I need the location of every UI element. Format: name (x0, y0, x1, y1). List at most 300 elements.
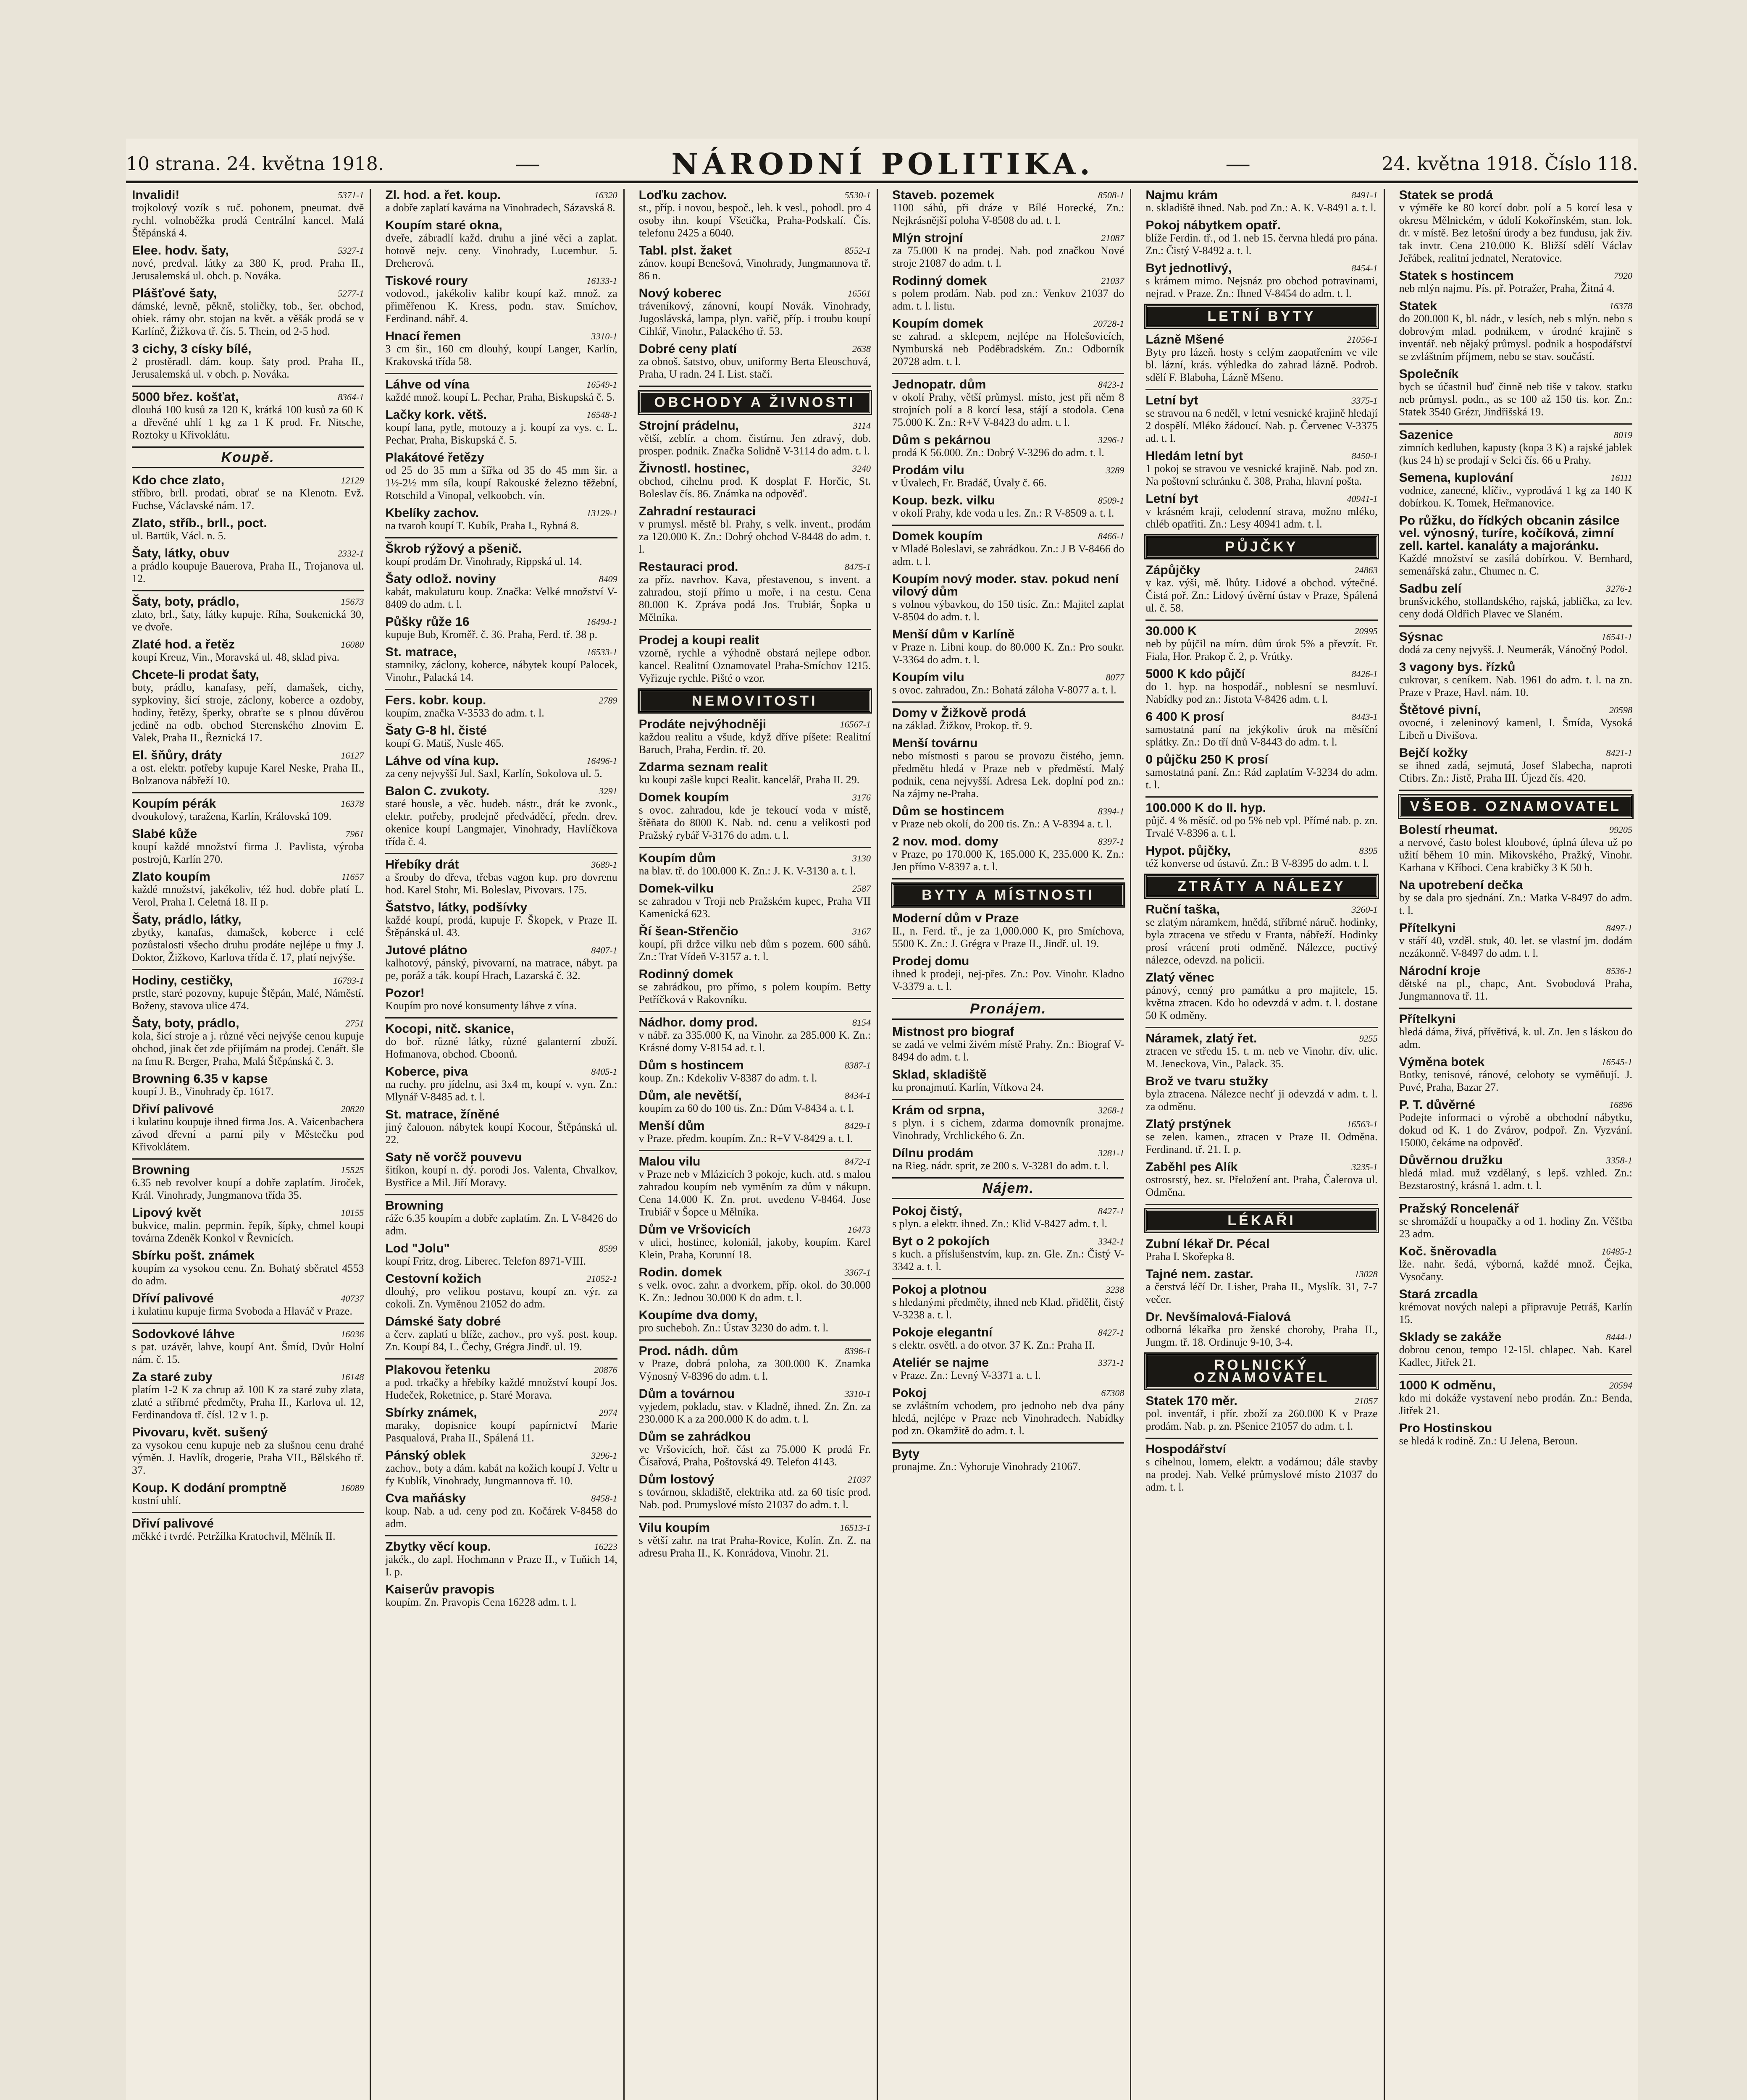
ad-text: s elektr. osvětl. a do otvor. 37 K. Zn.: Praha II. (892, 1339, 1095, 1351)
ad-ref-number: 5530-1 (844, 190, 871, 200)
ad-headline: Tabl. plst. žaket (638, 244, 732, 257)
classified-ad (1145, 1075, 1377, 1113)
ad-headline: Malou vilu (638, 1155, 701, 1168)
classified-ad (385, 543, 617, 568)
header-left: 10 strana. 24. května 1918. (126, 153, 384, 175)
ad-ref-number: 8405-1 (591, 1066, 617, 1077)
ad-text: 1 pokoj se stravou ve vesnické krajině. Nab. pod zn. Na poštovní schránku č. 308, Praha, hlavní pošta. (1145, 462, 1378, 487)
classified-ad (639, 1473, 871, 1511)
ad-headline: Restauraci prod. (638, 560, 738, 574)
ad-ref-number: 8509-1 (1098, 495, 1124, 506)
classified-ad (132, 828, 364, 866)
ad-ref-number: 21037 (1101, 276, 1124, 286)
ad-text: nebo místnosti s parou se provozu čistého, jemn. předmětu hledá v Praze neb v předměstí. Malý podnik, cena nejvyšší. Adresa Lek. doplní pod zn.: Na zájmy ne-Praha. (892, 750, 1124, 800)
classified-ad (639, 244, 871, 282)
ad-headline: Menší dům (638, 1119, 705, 1133)
ad-text: samostatná paní na jekýkoliv úrok na měsíční splátky. Zn.: Do tří dnů V-8443 do adm. t. l. (1145, 723, 1378, 748)
classified-ad (639, 1388, 871, 1425)
ad-headline: Slabé kůže (132, 827, 197, 841)
ad-text: jakék., do zapl. Hochmann v Praze II., v Tuňich 14, I. p. (385, 1553, 617, 1578)
ad-text: se ihned zadá, sejmutá, Josef Slabecha, naproti Ctibrs. Zn.: Jistě, Praha III. Újezd čís. 420. (1399, 759, 1632, 784)
classified-ad (132, 669, 364, 744)
ad-headline: Národní kroje (1399, 964, 1481, 978)
ad-ref-number: 8395 (1359, 845, 1378, 856)
column-rule (385, 537, 617, 538)
ad-headline: Browning 6.35 v kapse (132, 1072, 268, 1086)
classified-ad (385, 1492, 617, 1530)
ad-text: do boř. různé látky, různé galanterní zboží. Hofmanova, obchod. Cboonů. (385, 1035, 617, 1060)
ad-text: ku koupi zašle kupci Realit. kancelář, Praha II. 29. (638, 774, 860, 786)
classified-ad (1399, 583, 1632, 620)
ad-ref-number: 8472-1 (844, 1156, 871, 1167)
ad-ref-number: 3291 (599, 786, 617, 796)
classified-ad (639, 343, 871, 381)
classified-ad (1399, 879, 1632, 917)
column-rule (892, 878, 1124, 879)
ad-text: pánový, cenný pro památku a pro majitele, 15. května ztracen. Kdo ho odevzdá v adm. t. l. dostane 50 K odměny. (1145, 984, 1378, 1021)
ad-ref-number: 8599 (599, 1243, 617, 1254)
ad-headline: Dům lostový (638, 1473, 715, 1486)
classified-ad (385, 1066, 617, 1103)
ad-headline: Na upotrebení dečka (1399, 878, 1523, 892)
ad-text: ztracen ve středu 15. t. m. neb ve Vinohr. dív. ulic. M. Jeneckova, Vin., Palack. 35. (1145, 1045, 1378, 1070)
classified-ad (1145, 262, 1377, 300)
ad-text: v krásném kraji, celodenní strava, možno mléko, chléb opatřiti. Zn.: Lesy 40941 adm. t. l. (1145, 505, 1378, 530)
classified-ad (385, 724, 617, 750)
classified-ad (1399, 1056, 1632, 1094)
ad-headline: Cestovní kožich (385, 1272, 481, 1286)
ad-text: za obnoš. šatstvo, obuv, uniformy Berta Eleoschová, Praha, U radn. 24 I. List. stačí. (638, 355, 871, 380)
ad-text: Botky, tenisové, ránové, celoboty se vyměňují. J. Puvé, Praha, Bazar 27. (1399, 1068, 1632, 1093)
ad-headline: Plášťové šaty, (132, 286, 217, 300)
ad-text: obchod, cihelnu prod. K dosplat F. Horčic, St. Boleslav čís. 86. Známka na odpověď. (638, 475, 871, 500)
ad-headline: Lipový květ (132, 1206, 202, 1220)
ad-ref-number: 16473 (847, 1224, 871, 1235)
ad-ref-number: 3238 (1106, 1284, 1124, 1295)
ad-headline: Zl. hod. a řet. koup. (385, 189, 501, 202)
column-rule (1399, 423, 1632, 425)
ad-text: s kuch. a příslušenstvím, kup. zn. Gle. Zn.: Čistý V-3342 a. t. l. (892, 1248, 1124, 1273)
ad-ref-number: 8458-1 (591, 1493, 617, 1504)
ad-headline: Koup. K dodání promptně (132, 1481, 287, 1495)
ad-text: by se dala pro sjednání. Zn.: Matka V-8497 do adm. t. l. (1399, 892, 1632, 916)
ad-ref-number: 21087 (1101, 233, 1124, 243)
ad-headline: Kocopi, nitč. skanice, (385, 1022, 515, 1036)
ad-headline: St. matrace, (385, 645, 457, 659)
ad-ref-number: 3260-1 (1351, 904, 1378, 915)
ad-ref-number: 8450-1 (1351, 451, 1378, 461)
ad-ref-number: 99205 (1609, 824, 1632, 835)
ad-ref-number: 16036 (341, 1329, 364, 1339)
ad-ref-number: 8423-1 (1098, 379, 1124, 390)
ad-text: s plyn. a elektr. ihned. Zn.: Klid V-8427 adm. t. l. (892, 1218, 1107, 1230)
column-rule (892, 1278, 1124, 1279)
classified-ad (1399, 1379, 1632, 1417)
classified-ad (1145, 493, 1377, 530)
ad-headline: Živnostl. hostinec, (638, 462, 750, 475)
ad-ref-number: 3268-1 (1098, 1105, 1124, 1116)
ad-text: šitíkon, koupí n. dý. porodi Jos. Valenta, Chvalkov, Bystřice a Mil. Jiří Moravy. (385, 1164, 617, 1189)
classified-ad (385, 944, 617, 982)
column-rule (132, 1323, 364, 1324)
classified-ad (892, 737, 1124, 800)
ad-ref-number: 16378 (1609, 301, 1632, 311)
classified-ad (132, 547, 364, 585)
ad-ref-number: 16378 (341, 798, 364, 809)
ad-headline: Invalidi! (132, 189, 180, 202)
column-rule (1399, 1197, 1632, 1198)
ad-ref-number: 2587 (852, 883, 871, 894)
ad-text: každé množství, jakékoliv, též hod. dobře platí L. Verol, Praha I. Celetná 18. II p. (132, 883, 364, 908)
ad-text: a prádlo koupuje Bauerova, Praha II., Trojanova ul. 12. (132, 560, 364, 585)
classified-ad (385, 901, 617, 939)
classified-ad (892, 707, 1124, 732)
ad-text: se stravou na 6 neděl, v letní vesnické krajině hledají 2 dospělí. Mléko žádoucí. Nab. p. Červenec V-3375 ad. t. l. (1145, 407, 1378, 444)
classified-ad (132, 1371, 364, 1421)
ad-headline: Staveb. pozemek (892, 189, 995, 202)
column-rule (385, 1358, 617, 1360)
ad-text: s hledanými předměty, ihned neb Klad. přidělit, čistý V-3238 a. t. l. (892, 1296, 1124, 1321)
ad-ref-number: 8443-1 (1351, 711, 1378, 722)
classified-ad (1399, 270, 1632, 295)
classified-ad (1399, 368, 1632, 418)
ad-headline: Zlatý věnec (1145, 971, 1214, 984)
ad-headline: Balon C. zvukoty. (385, 784, 490, 798)
ad-ref-number: 8154 (852, 1017, 871, 1028)
ad-ref-number: 3289 (1106, 465, 1124, 475)
ad-text: Byty pro lázeň. hosty s celým zaopatřením ve vile bl. lázní, krás. výhledka do zahrad lázně. Podrob. sdělí F. Blaboha, Lázně Mšeno. (1145, 346, 1378, 383)
ad-headline: 3 vagony bys. řízků (1399, 660, 1516, 674)
classified-ad (385, 1541, 617, 1578)
classified-ad (892, 1026, 1124, 1063)
classified-ad (1145, 1311, 1377, 1349)
ad-headline: Pozor! (385, 986, 425, 1000)
ad-text: II., n. Ferd. tř., je za 1,000.000 K, pro Smíchova, 5500 K. Zn.: J. Grégra v Praze II., Jindř. ul. 19. (892, 925, 1124, 950)
classified-ad (132, 1164, 364, 1202)
ad-headline: Pokoj čistý, (892, 1204, 962, 1218)
ad-headline: Pražský Roncelenář (1399, 1202, 1519, 1215)
ad-headline: Prodáte nejvýhodněji (638, 717, 767, 731)
section-pronajem: Pronájem. (892, 998, 1124, 1020)
ad-headline: Láhve od vína (385, 378, 470, 391)
ad-ref-number: 15525 (341, 1165, 364, 1175)
ad-ref-number: 3296-1 (1098, 435, 1124, 445)
classified-ad (385, 987, 617, 1012)
section-oznamovatel: VŠEOB. OZNAMOVATEL (1399, 795, 1632, 818)
ad-headline: Za staré zuby (132, 1370, 213, 1384)
column-rule (132, 969, 364, 970)
ad-text: v Praze, dobrá poloha, za 300.000 K. Znamka Výnosný V-8396 do adm. t. l. (638, 1357, 871, 1382)
classified-ad (385, 219, 617, 270)
ad-headline: Zbytky věcí koup. (385, 1540, 491, 1554)
classified-ad (1399, 747, 1632, 785)
ad-text: v nábř. za 335.000 K, na Vinohr. za 285.000 K. Zn.: Krásné domy V-8154 ad. t. l. (638, 1029, 871, 1054)
ad-headline: Browning (385, 1199, 444, 1213)
ad-headline: Prodám vilu (892, 463, 964, 477)
classified-ad (892, 1326, 1124, 1352)
ad-ref-number: 20820 (341, 1104, 364, 1114)
ad-ref-number: 8364-1 (338, 392, 364, 402)
ad-text: v Praze n. Libni koup. do 80.000 K. Zn.: Pro soukr. V-3364 do adm. t. l. (892, 641, 1124, 666)
classified-ad (892, 1068, 1124, 1094)
ad-ref-number: 3342-1 (1098, 1236, 1124, 1247)
ad-text: zbytky, kanafas, damašek, koberce i celé pozůstalosti všecho druhu prodáte nejlépe u fmy J. Doktor, Žižkovo, Karlova třída č. 17, platí nejvýše. (132, 926, 364, 963)
ad-ref-number: 3689-1 (591, 859, 617, 870)
classified-ad (639, 925, 871, 963)
column-rule (1145, 796, 1377, 798)
ad-text: dámské, levně, pěkně, stoličky, tob., šer. obchod, obiek. rámy obr. stojan na květ. a věšák prodá se v Karlíně, Žižkova tř. čís. 5. Thein, od 2-5 hod. (132, 300, 364, 337)
column-rule (892, 701, 1124, 703)
ad-text: ul. Bartük, Václ. n. 5. (132, 530, 226, 542)
ad-ref-number: 21056-1 (1347, 334, 1378, 345)
ad-text: dodá za ceny nejvyšš. J. Neumerák, Vánočný Podol. (1399, 643, 1628, 656)
ad-text: trojkolový vozík s ruč. pohonem, pneumat. dvě rychl. volnoběžka prodá Centrální kancel. Malá Štěpánská 4. (132, 202, 364, 239)
ad-text: se zadá ve velmi živém místě Prahy. Zn.: Biograf V-8494 do adm. t. l. (892, 1038, 1124, 1063)
classified-ad (639, 1059, 871, 1084)
ad-text: a nervové, často bolest kloubové, úplná úleva už po užití během 10 min. Mikovského, Pražký, Vinohr. Karhana v Kříboci. Cena krabičky 3 K 50 h. (1399, 836, 1632, 874)
ad-headline: Plakovou řetenku (385, 1363, 491, 1377)
ad-headline: Dům ve Vršovicích (638, 1223, 751, 1236)
ad-text: koupí, při držce vilku neb dům s pozem. 600 sáhů. Zn.: Trat Vídeň V-3157 a. t. l. (638, 938, 871, 963)
classified-ad (639, 882, 871, 920)
ad-ref-number: 3235-1 (1351, 1162, 1378, 1172)
classified-ad (1399, 631, 1632, 656)
ad-ref-number: 8409 (599, 574, 617, 584)
classified-ad (1145, 564, 1377, 614)
ad-headline: Sazenice (1399, 428, 1453, 442)
ad-headline: Domy v Žižkově prodá (892, 706, 1026, 720)
classified-ad (132, 596, 364, 633)
ad-headline: Jutové plátno (385, 943, 468, 957)
ad-headline: Moderní dům v Praze (892, 911, 1019, 925)
ad-text: cukrovar, s ceníkem. Nab. 1961 do adm. t. l. na zn. Praze v Praze, Havl. nám. 10. (1399, 674, 1632, 698)
classified-ad (1145, 219, 1377, 257)
ad-ref-number: 40737 (341, 1293, 364, 1304)
ad-ref-number: 7920 (1613, 270, 1632, 281)
ad-ref-number: 3310-1 (591, 331, 617, 341)
ad-headline: 30.000 K (1145, 624, 1197, 638)
classified-ad (892, 464, 1124, 489)
ad-text: zimních kedluben, kapusty (kopa 3 K) a rajské jablek (kus 24 h) se prodají v Selci čís. 66 u Prahy. (1399, 441, 1632, 466)
ad-headline: Sbírku pošt. známek (132, 1249, 255, 1263)
column-rule (132, 1512, 364, 1513)
column-rule (132, 792, 364, 793)
ad-text: ku pronajmutí. Karlín, Vítkova 24. (892, 1081, 1044, 1093)
ad-ref-number: 9255 (1359, 1033, 1378, 1044)
classified-ad (132, 914, 364, 964)
ad-text: byla ztracena. Nálezce nechť ji odevzdá v adm. t. l. za odměnu. (1145, 1088, 1378, 1113)
ad-ref-number: 2974 (599, 1407, 617, 1418)
classified-ad (639, 1522, 871, 1559)
ad-headline: Kbelíky zachov. (385, 506, 479, 520)
ad-text: v stáří 40, vzděl. stuk, 40. let. se vlastní jm. dodám nezákonně. V-8497 do adm. t. l. (1399, 934, 1632, 959)
classified-ad (1145, 1443, 1377, 1494)
section-obchody: OBCHODY A ŽIVNOSTI (639, 391, 871, 414)
classified-ad (1145, 802, 1377, 840)
ad-ref-number: 16545-1 (1601, 1057, 1632, 1067)
ad-text: každé koupí, prodá, kupuje F. Škopek, v Praze II. Štěpánská ul. 43. (385, 914, 617, 939)
ad-text: 3 cm šir., 160 cm dlouhý, koupí Langer, Karlín, Krakovská třída 58. (385, 343, 617, 368)
ad-headline: Šaty, látky, obuv (132, 546, 230, 560)
section-letni_byty: LETNÍ BYTY (1145, 305, 1377, 328)
classified-ad (132, 798, 364, 823)
ad-headline: Koup. bezk. vilku (892, 494, 996, 507)
ad-text: v Úvalech, Fr. Bradáč, Úvaly č. 66. (892, 477, 1047, 489)
ad-ref-number: 16496-1 (586, 756, 617, 766)
ad-ref-number: 16223 (594, 1541, 617, 1552)
ad-headline: Lačky kork. větš. (385, 408, 487, 422)
ad-ref-number: 16563-1 (1347, 1119, 1378, 1129)
column-rule (1145, 389, 1377, 390)
ad-headline: Mistnost pro biograf (892, 1025, 1014, 1039)
classified-ad (132, 1073, 364, 1098)
column-rule (1145, 1204, 1377, 1205)
ad-text: hledá dáma, živá, přívětivá, k. ul. Zn. Jen s láskou do adm. (1399, 1026, 1632, 1050)
ad-ref-number: 16089 (341, 1483, 364, 1493)
ad-headline: Statek 170 měr. (1145, 1394, 1237, 1408)
header-dash-left: — (515, 149, 541, 178)
classified-ad (1145, 1032, 1377, 1070)
ad-ref-number: 13028 (1354, 1269, 1378, 1279)
ad-text: koupí lana, pytle, motouzy a j. koupí za vys. c. L. Pechar, Praha, Biskupská č. 5. (385, 421, 617, 446)
ad-headline: Strojní prádelnu, (638, 419, 739, 433)
classified-ad (132, 1292, 364, 1318)
ad-headline: Koč. šněrovadla (1399, 1244, 1497, 1258)
ad-ref-number: 3114 (853, 420, 871, 431)
ad-text: maraky, dopisnice koupí papírnictví Marie Pasqualová, Praha II., Spálená 11. (385, 1419, 617, 1444)
ad-headline: Fers. kobr. koup. (385, 693, 486, 707)
ad-headline: Dámské šaty dobré (385, 1315, 501, 1328)
ad-text: koupí Fritz, drog. Liberec. Telefon 8971-VIII. (385, 1255, 586, 1267)
ad-headline: Vilu koupím (638, 1521, 710, 1535)
ad-headline: Krám od srpna, (892, 1103, 985, 1117)
ad-text: koupím za 60 do 100 tis. Zn.: Dům V-8434 a. t. l. (638, 1102, 854, 1114)
ad-headline: Pro Hostinskou (1399, 1421, 1492, 1435)
ad-text: odborná lékařka pro ženské choroby, Praha II., Jungm. tř. 18. Ordinuje 9-10, 3-4. (1145, 1323, 1378, 1348)
ad-headline: 3 cichy, 3 císky bílé, (132, 342, 252, 356)
ad-text: v prumysl. městě bl. Prahy, s velk. invent., prodám za 120.000 K. Zn.: Dobrý obchod V-8448 do adm. t. l. (638, 518, 871, 555)
classified-ad (132, 1482, 364, 1507)
classified-ad (639, 1431, 871, 1468)
classified-ad (639, 420, 871, 457)
classified-ad (1399, 1331, 1632, 1369)
ad-text: koupím, značka V-3533 do adm. t. l. (385, 707, 544, 719)
classified-ad (1145, 1395, 1377, 1433)
classified-ad (639, 1155, 871, 1218)
column-rule (385, 373, 617, 374)
ad-ref-number: 8427-1 (1098, 1327, 1124, 1338)
ad-text: se zahrádkou, pro přímo, s polem koupím. Betty Petříčková v Rakovníku. (638, 981, 871, 1005)
ad-ref-number: 3276-1 (1606, 583, 1632, 594)
ad-headline: Zlato koupím (132, 870, 210, 884)
ad-ref-number: 8426-1 (1351, 669, 1378, 679)
ad-headline: Dům s hostincem (638, 1058, 744, 1072)
ad-text: se zahradou v Troji neb Pražském kupec, Praha VII Kamenická 623. (638, 895, 871, 920)
ad-headline: Zápůjčky (1145, 563, 1201, 577)
column-rule (385, 1535, 617, 1536)
ad-headline: Prodej a koupi realit (638, 633, 759, 647)
ad-headline: Dům a továrnou (638, 1387, 735, 1401)
ad-ref-number: 16485-1 (1601, 1246, 1632, 1257)
ad-headline: Dobré ceny platí (638, 342, 737, 356)
ad-ref-number: 3371-1 (1098, 1357, 1124, 1368)
ad-ref-number: 3130 (852, 853, 871, 864)
ad-text: kdo mi dokáže vystavení nebo prodán. Zn.: Benda, Jitřek 21. (1399, 1392, 1632, 1417)
masthead-title: NÁRODNÍ POLITIKA. (671, 146, 1094, 181)
column-rule (639, 629, 871, 630)
classified-ad (892, 275, 1124, 312)
ad-text: a ost. elektr. potřeby kupuje Karel Neske, Praha II., Bolzanova nábřeží 10. (132, 762, 364, 787)
classified-ad (385, 452, 617, 502)
ad-ref-number: 16533-1 (586, 647, 617, 657)
classified-ad (132, 474, 364, 512)
ad-text: 1100 sáhů, při dráze v Bílé Horecké, Zn.: Nejkrásnější poloha V-8508 do ad. t. l. (892, 202, 1124, 226)
ad-headline: Kaiserův pravopis (385, 1583, 495, 1596)
ad-headline: Šaty, boty, prádlo, (132, 1016, 239, 1030)
ad-headline: Nádhor. domy prod. (638, 1016, 758, 1029)
ad-text: nové, predval. látky za 380 K, prod. Praha II., Jerusalemská ul. obch. p. Nováka. (132, 257, 364, 282)
ad-ref-number: 16133-1 (586, 276, 617, 286)
classified-ad (892, 835, 1124, 873)
column-rule (385, 689, 617, 690)
ad-text: se shromáždí u houpačky a od 1. hodiny Zn. Věštba 23 adm. (1399, 1215, 1632, 1240)
classified-ad (892, 232, 1124, 270)
ad-headline: Po růžku, do řídkých obcanin zásilce vel. výnosný, turíre, kočíková, zimní zell. kartel. kanaláty a majoránku. (1399, 514, 1620, 553)
classified-ad (1145, 189, 1377, 214)
ad-ref-number: 24863 (1354, 565, 1378, 575)
ad-text: s krámem mimo. Nejsnáz pro obchod potravinami, nejrad. v Praze. Zn.: Ihned V-8454 do adm. t. l. (1145, 275, 1378, 299)
classified-ad (1145, 625, 1377, 663)
classified-ad (639, 505, 871, 556)
column-rule (1399, 625, 1632, 627)
ad-headline: 5000 břez. košťat, (132, 390, 239, 404)
column-5 (1140, 189, 1384, 2100)
classified-ad (639, 968, 871, 1006)
ad-ref-number: 8019 (1613, 430, 1632, 440)
ad-headline: Dříví palivové (132, 1292, 214, 1305)
ad-text: na základ. Žižkov, Prokop. tř. 9. (892, 719, 1032, 732)
ad-ref-number: 8434-1 (844, 1090, 871, 1101)
column-rule (1145, 1438, 1377, 1439)
ad-text: n. skladiště ihned. Nab. pod Zn.: A. K. V-8491 a. t. l. (1145, 202, 1377, 214)
ad-text: za příz. navrhov. Kava, přestavenou, s invent. a zahradou, stojí přímo u moře, i na cestu. Cena 80.000 K. Zpráva podá Jos. Trubiár, Šopka u Mělníka. (638, 573, 871, 623)
ad-text: v Praze, po 170.000 K, 165.000 K, 235.000 K. Zn.: Jen přímo V-8397 a. t. l. (892, 848, 1124, 873)
ad-text: Koupím pro nové konsumenty láhve z vína. (385, 1000, 577, 1012)
classified-ad (892, 494, 1124, 520)
ad-headline: Dílnu prodám (892, 1146, 974, 1160)
ad-headline: Zaběhl pes Alík (1145, 1160, 1238, 1174)
section-rolnicky: ROLNICKÝ OZNAMOVATEL (1145, 1354, 1377, 1389)
ad-headline: St. matrace, žíněné (385, 1108, 500, 1121)
classified-ad (385, 1583, 617, 1609)
ad-headline: Zdarma seznam realit (638, 760, 768, 774)
column-rule (892, 373, 1124, 374)
ad-text: boty, prádlo, kanafasy, peří, damašek, cichy, sypkoviny, šicí stroje, záclony, koberce a ozdoby, hodiny, řetězy, šperky, obraťte se s plnou důvěrou jedině na odb. obchod Sterenského zlnovim E. Valek, Praha II., Řeznická 17. (132, 681, 364, 744)
column-rule (639, 1011, 871, 1012)
classified-ad (385, 1273, 617, 1310)
ad-headline: Náramek, zlatý řet. (1145, 1032, 1257, 1045)
classified-ad (892, 1357, 1124, 1382)
column-rule (892, 525, 1124, 526)
ad-headline: Dům se hostincem (892, 804, 1004, 818)
ad-headline: Hodiny, cestičky, (132, 974, 233, 987)
ad-ref-number: 5371-1 (338, 190, 364, 200)
classified-ad (132, 974, 364, 1012)
ad-text: jiný čalouon. nábytek koupí Kocour, Štěpánská ul. 22. (385, 1121, 617, 1146)
column-rule (1399, 1008, 1632, 1009)
classified-ad (1145, 845, 1377, 870)
column-rule (385, 1194, 617, 1195)
